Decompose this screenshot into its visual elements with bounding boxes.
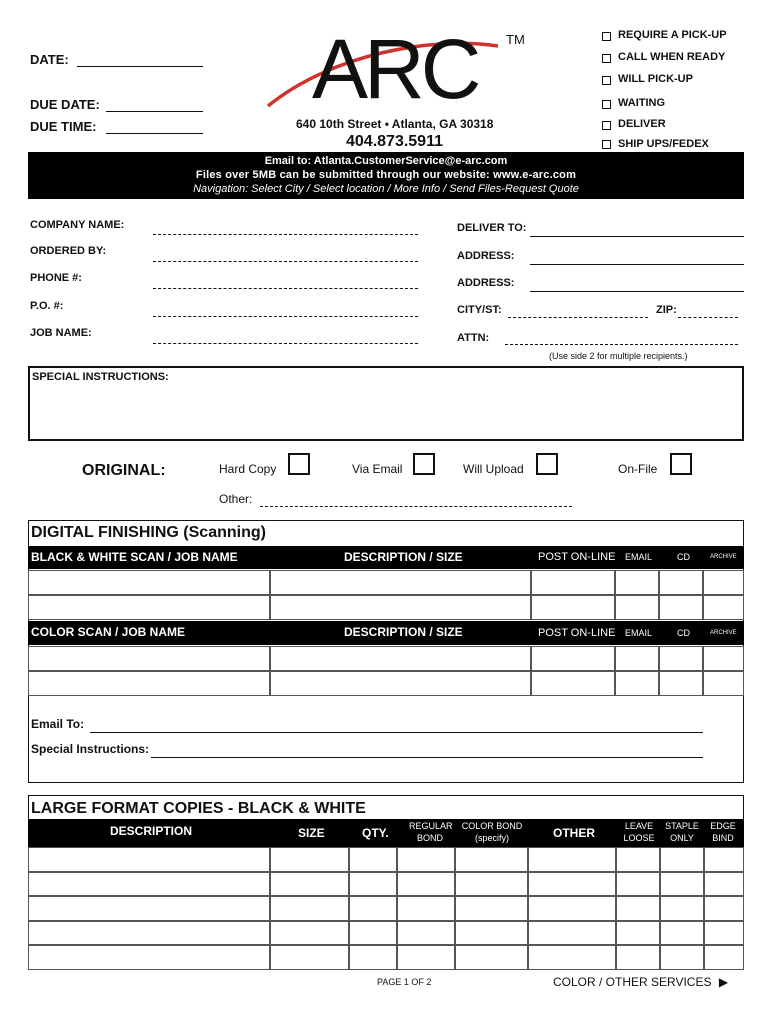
deliver-to-field[interactable]: [530, 236, 744, 237]
waiting-label: WAITING: [618, 97, 666, 109]
waiting-checkbox[interactable]: [602, 100, 611, 109]
bw-row1-email[interactable]: [615, 570, 659, 595]
hard-copy-checkbox[interactable]: [288, 453, 310, 475]
lf-row4-other[interactable]: [528, 921, 616, 946]
lf-size-header: SIZE: [298, 826, 325, 840]
color-cd-header: CD: [677, 628, 690, 638]
banner-email: Email to: Atlanta.CustomerService@e-arc.com: [264, 155, 508, 167]
lf-row2-color-bond[interactable]: [455, 872, 528, 897]
lf-row4-size[interactable]: [270, 921, 349, 946]
lf-row3-staple-only[interactable]: [660, 896, 704, 921]
lf-row1-description[interactable]: [28, 847, 270, 872]
bw-email-header: EMAIL: [625, 552, 653, 562]
lf-other-header: OTHER: [553, 826, 595, 840]
lf-row2-description[interactable]: [28, 872, 270, 897]
company-name-label: COMPANY NAME:: [30, 219, 125, 231]
po-field[interactable]: [153, 316, 418, 317]
color-scan-header: [28, 621, 744, 645]
original-label: ORIGINAL:: [82, 462, 166, 479]
banner-navigation: Navigation: Select City / Select location / More Info / Send Files-Request Quote: [193, 183, 579, 195]
lf-staple-only-header: [661, 821, 703, 843]
due-date-label: DUE DATE:: [30, 97, 100, 112]
lf-row1-regular-bond[interactable]: [397, 847, 455, 872]
lf-row3-description[interactable]: [28, 896, 270, 921]
bw-scan-header-label: BLACK & WHITE SCAN / JOB NAME: [31, 550, 238, 564]
require-pickup-label: REQUIRE A PICK-UP: [618, 29, 727, 41]
due-time-label: DUE TIME:: [30, 119, 97, 134]
other-field[interactable]: [260, 506, 572, 507]
page-number: PAGE 1 OF 2: [377, 977, 432, 987]
lf-regular-bond-line2: BOND: [416, 833, 443, 843]
color-row1-job[interactable]: [28, 646, 270, 671]
lf-leave-loose-line2: LOOSE: [623, 833, 655, 843]
lf-row2-qty[interactable]: [349, 872, 397, 897]
ordered-by-label: ORDERED BY:: [30, 245, 107, 257]
lf-qty-header: QTY.: [362, 826, 389, 840]
lf-row5-qty[interactable]: [349, 945, 397, 970]
lf-row1-edge-bind[interactable]: [704, 847, 744, 872]
logo-text: ARC: [312, 22, 478, 114]
deliver-checkbox[interactable]: [602, 121, 611, 130]
lf-leave-loose-header: [617, 821, 661, 843]
job-name-field[interactable]: [153, 343, 418, 344]
lf-row5-staple-only[interactable]: [660, 945, 704, 970]
info-banner: [28, 152, 744, 199]
color-row2-job[interactable]: [28, 671, 270, 696]
color-desc-header: DESCRIPTION / SIZE: [344, 625, 463, 639]
lf-row5-size[interactable]: [270, 945, 349, 970]
address1-label: ADDRESS:: [457, 250, 515, 262]
lf-row5-regular-bond[interactable]: [397, 945, 455, 970]
lf-regular-bond-header: [409, 821, 451, 843]
bw-row2-post[interactable]: [531, 595, 615, 620]
bw-row1-desc[interactable]: [270, 570, 531, 595]
company-name-field[interactable]: [153, 234, 418, 235]
bw-row1-job[interactable]: [28, 570, 270, 595]
date-label: DATE:: [30, 52, 69, 67]
lf-row1-color-bond[interactable]: [455, 847, 528, 872]
arrow-right-icon: ▶: [718, 975, 729, 989]
lf-row2-edge-bind[interactable]: [704, 872, 744, 897]
color-scan-header-label: COLOR SCAN / JOB NAME: [31, 625, 186, 639]
lf-row1-leave-loose[interactable]: [616, 847, 660, 872]
special-instructions-box[interactable]: [28, 366, 744, 441]
lf-description-header: DESCRIPTION: [110, 824, 193, 838]
lf-row4-qty[interactable]: [349, 921, 397, 946]
bw-row1-cd[interactable]: [659, 570, 703, 595]
phone-field[interactable]: [153, 288, 418, 289]
address2-label: ADDRESS:: [457, 277, 515, 289]
banner-website: Files over 5MB can be submitted through our website: www.e-arc.com: [195, 169, 577, 181]
special-instructions-label: SPECIAL INSTRUCTIONS:: [32, 371, 169, 383]
ordered-by-field[interactable]: [153, 261, 418, 262]
call-when-ready-checkbox[interactable]: [602, 54, 611, 63]
lf-row2-leave-loose[interactable]: [616, 872, 660, 897]
will-pickup-label: WILL PICK-UP: [618, 73, 693, 85]
bw-row2-job[interactable]: [28, 595, 270, 620]
lf-row5-leave-loose[interactable]: [616, 945, 660, 970]
color-row1-cd[interactable]: [659, 646, 703, 671]
lf-row2-staple-only[interactable]: [660, 872, 704, 897]
via-email-checkbox[interactable]: [413, 453, 435, 475]
lf-color-bond-line2: (specify): [474, 833, 509, 843]
attn-label: ATTN:: [457, 332, 490, 344]
color-row2-desc[interactable]: [270, 671, 531, 696]
bw-cd-header: CD: [677, 552, 690, 562]
deliver-label: DELIVER: [618, 118, 666, 130]
color-row2-archive[interactable]: [703, 671, 744, 696]
lf-edge-bind-header: [703, 821, 743, 843]
lf-row5-color-bond[interactable]: [455, 945, 528, 970]
color-row2-cd[interactable]: [659, 671, 703, 696]
lf-edge-bind-line2: BIND: [712, 833, 734, 843]
hard-copy-label: Hard Copy: [219, 462, 277, 476]
lf-row3-size[interactable]: [270, 896, 349, 921]
lf-options-header: [349, 819, 744, 847]
on-file-checkbox[interactable]: [670, 453, 692, 475]
color-row1-email[interactable]: [615, 646, 659, 671]
next-page-link[interactable]: [553, 975, 728, 989]
lf-row1-size[interactable]: [270, 847, 349, 872]
other-label: Other:: [219, 492, 253, 506]
bw-row2-desc[interactable]: [270, 595, 531, 620]
color-email-header: EMAIL: [625, 628, 653, 638]
lf-row4-leave-loose[interactable]: [616, 921, 660, 946]
zip-label: ZIP:: [656, 304, 677, 316]
email-to-field[interactable]: [90, 732, 703, 733]
po-label: P.O. #:: [30, 300, 64, 312]
lf-leave-loose-line1: LEAVE: [624, 821, 654, 831]
city-state-field[interactable]: [508, 317, 648, 318]
bw-post-online-header: POST ON-LINE: [538, 551, 616, 563]
digital-special-field[interactable]: [151, 757, 703, 758]
lf-staple-only-line2: ONLY: [670, 833, 694, 843]
company-phone: 404.873.5911: [346, 133, 443, 150]
ship-ups-fedex-label: SHIP UPS/FEDEX: [618, 138, 709, 150]
color-row2-post[interactable]: [531, 671, 615, 696]
lf-row2-regular-bond[interactable]: [397, 872, 455, 897]
job-name-label: JOB NAME:: [30, 327, 92, 339]
bw-desc-header: DESCRIPTION / SIZE: [344, 550, 463, 564]
will-upload-checkbox[interactable]: [536, 453, 558, 475]
lf-regular-bond-line1: REGULAR: [409, 821, 453, 831]
lf-row2-other[interactable]: [528, 872, 616, 897]
lf-row3-color-bond[interactable]: [455, 896, 528, 921]
address2-field[interactable]: [530, 291, 744, 292]
color-archive-header: ARCHIVE: [710, 630, 737, 636]
lf-desc-size-header: [28, 819, 349, 847]
bw-row1-archive[interactable]: [703, 570, 744, 595]
lf-row3-other[interactable]: [528, 896, 616, 921]
lf-row3-qty[interactable]: [349, 896, 397, 921]
large-format-title: LARGE FORMAT COPIES - BLACK & WHITE: [31, 800, 366, 817]
logo-trademark: TM: [506, 32, 525, 47]
bw-row1-post[interactable]: [531, 570, 615, 595]
via-email-label: Via Email: [352, 462, 403, 476]
bw-row2-cd[interactable]: [659, 595, 703, 620]
due-time-field[interactable]: [106, 133, 203, 134]
lf-row1-qty[interactable]: [349, 847, 397, 872]
lf-row3-leave-loose[interactable]: [616, 896, 660, 921]
bw-scan-header: [28, 546, 744, 569]
lf-row4-regular-bond[interactable]: [397, 921, 455, 946]
digital-finishing-title: DIGITAL FINISHING (Scanning): [31, 524, 266, 541]
lf-row5-other[interactable]: [528, 945, 616, 970]
color-row1-post[interactable]: [531, 646, 615, 671]
will-pickup-checkbox[interactable]: [602, 76, 611, 85]
call-when-ready-label: CALL WHEN READY: [618, 51, 726, 63]
email-to-label: Email To:: [31, 717, 85, 731]
lf-row3-regular-bond[interactable]: [397, 896, 455, 921]
recipients-note: (Use side 2 for multiple recipients.): [549, 351, 688, 361]
will-upload-label: Will Upload: [463, 462, 524, 476]
phone-label: PHONE #:: [30, 272, 82, 284]
lf-color-bond-line1: COLOR BOND: [461, 821, 523, 831]
date-field[interactable]: [77, 66, 203, 67]
on-file-label: On-File: [618, 462, 658, 476]
lf-row4-staple-only[interactable]: [660, 921, 704, 946]
bw-row2-email[interactable]: [615, 595, 659, 620]
lf-edge-bind-line1: EDGE: [710, 821, 736, 831]
lf-row4-description[interactable]: [28, 921, 270, 946]
lf-staple-only-line1: STAPLE: [665, 821, 699, 831]
lf-row3-edge-bind[interactable]: [704, 896, 744, 921]
lf-color-bond-header: [459, 821, 525, 843]
zip-field[interactable]: [678, 317, 738, 318]
arc-logo: [262, 22, 537, 114]
digital-special-label: Special Instructions:: [31, 742, 150, 756]
company-address: 640 10th Street • Atlanta, GA 30318: [296, 117, 494, 131]
lf-row2-size[interactable]: [270, 872, 349, 897]
next-page-label: COLOR / OTHER SERVICES: [553, 975, 712, 989]
lf-row1-staple-only[interactable]: [660, 847, 704, 872]
due-date-field[interactable]: [106, 111, 203, 112]
city-state-label: CITY/ST:: [457, 304, 502, 316]
lf-row1-other[interactable]: [528, 847, 616, 872]
color-row1-desc[interactable]: [270, 646, 531, 671]
lf-row4-color-bond[interactable]: [455, 921, 528, 946]
ship-ups-fedex-checkbox[interactable]: [602, 140, 611, 149]
bw-archive-header: ARCHIVE: [710, 554, 737, 560]
color-post-online-header: POST ON-LINE: [538, 627, 616, 639]
color-row1-archive[interactable]: [703, 646, 744, 671]
attn-field[interactable]: [505, 344, 738, 345]
lf-row5-edge-bind[interactable]: [704, 945, 744, 970]
color-row2-email[interactable]: [615, 671, 659, 696]
deliver-to-label: DELIVER TO:: [457, 222, 527, 234]
lf-row4-edge-bind[interactable]: [704, 921, 744, 946]
address1-field[interactable]: [530, 264, 744, 265]
bw-row2-archive[interactable]: [703, 595, 744, 620]
require-pickup-checkbox[interactable]: [602, 32, 611, 41]
lf-row5-description[interactable]: [28, 945, 270, 970]
